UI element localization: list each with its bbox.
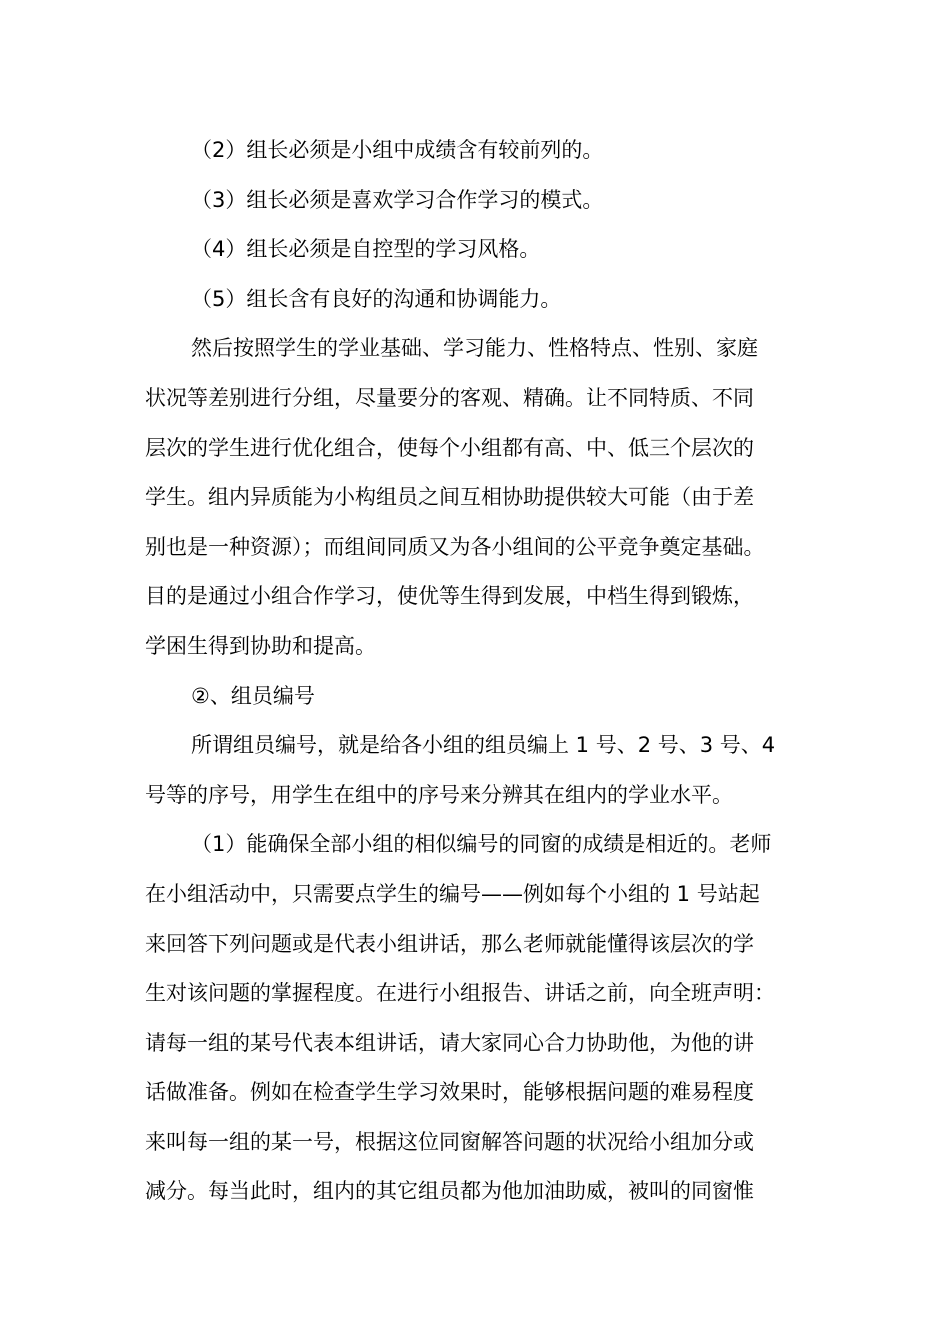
text-line: 请每一组的某号代表本组讲话，请大家同心合力协助他，为他的讲 xyxy=(145,1030,754,1055)
text-line: 来回答下列问题或是代表小组讲话，那么老师就能懂得该层次的学 xyxy=(145,931,754,956)
list-item-4 xyxy=(145,225,810,275)
document-body xyxy=(145,126,810,1217)
text-line: 学困生得到协助和提高。 xyxy=(145,633,376,658)
list-item-3 xyxy=(145,176,810,226)
paragraph-point-1 xyxy=(145,820,810,1217)
text-line: （1）能确保全部小组的相似编号的同窗的成绩是相近的。老师 xyxy=(191,832,772,857)
section-heading xyxy=(145,672,810,722)
text-line: 号等的序号，用学生在组中的序号来分辨其在组内的学业水平。 xyxy=(145,782,733,807)
text-line: 目的是通过小组合作学习，使优等生得到发展，中档生得到锻炼， xyxy=(145,584,754,609)
text-line: （2）组长必须是小组中成绩含有较前列的。 xyxy=(191,138,604,162)
text-line: 学生。组内异质能为小构组员之间互相协助提供较大可能（由于差 xyxy=(145,485,754,510)
paragraph-grouping xyxy=(145,324,810,671)
text-line: 生对该问题的掌握程度。在进行小组报告、讲话之前，向全班声明： xyxy=(145,981,775,1006)
text-line: 减分。每当此时，组内的其它组员都为他加油助威，被叫的同窗惟 xyxy=(145,1179,754,1204)
text-line: 话做准备。例如在检查学生学习效果时，能够根据问题的难易程度 xyxy=(145,1080,754,1105)
text-line: （3）组长必须是喜欢学习合作学习的模式。 xyxy=(191,187,604,212)
list-item-2 xyxy=(145,126,810,176)
text-line: 在小组活动中，只需要点学生的编号——例如每个小组的 1 号站起 xyxy=(145,881,760,906)
text-line: 层次的学生进行优化组合，使每个小组都有高、中、低三个层次的 xyxy=(145,435,754,460)
text-line: （5）组长含有良好的沟通和协调能力。 xyxy=(191,286,562,311)
text-line: （4）组长必须是自控型的学习风格。 xyxy=(191,237,541,262)
text-line: 别也是一种资源）；而组间同质又为各小组间的公平竞争奠定基础。 xyxy=(145,534,765,559)
text-line: 状况等差别进行分组，尽量要分的客观、精确。让不同特质、不同 xyxy=(145,385,754,410)
text-line: 然后按照学生的学业基础、学习能力、性格特点、性别、家庭 xyxy=(191,336,758,361)
list-item-5 xyxy=(145,275,810,325)
heading-line: ②、组员编号 xyxy=(191,683,315,708)
text-line: 所谓组员编号，就是给各小组的组员编上 1 号、2 号、3 号、4 xyxy=(191,733,776,758)
text-line: 来叫每一组的某一号，根据这位同窗解答问题的状况给小组加分或 xyxy=(145,1129,754,1154)
paragraph-numbering xyxy=(145,721,810,820)
